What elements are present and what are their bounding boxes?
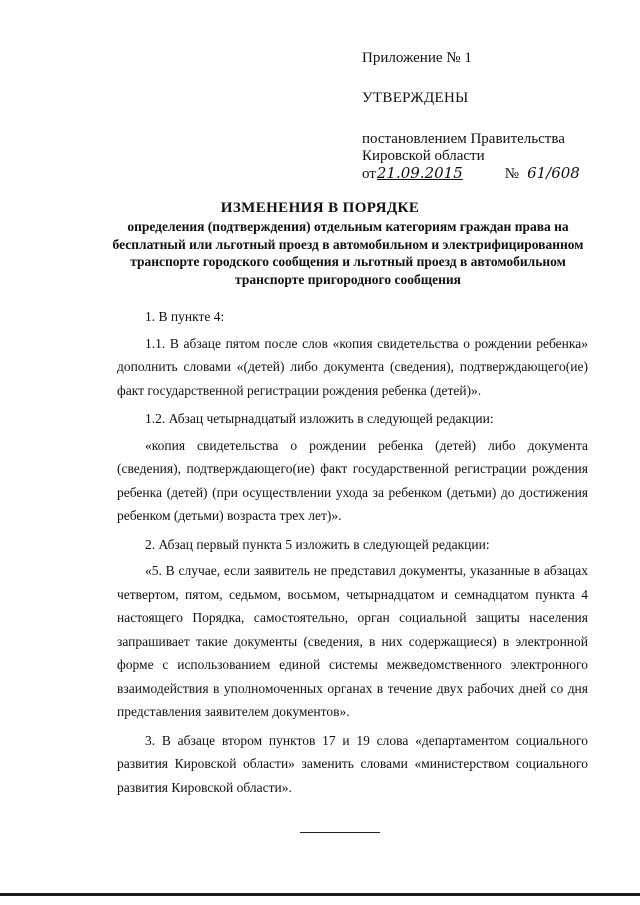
decree-line-2: Кировской области — [362, 148, 485, 164]
approved-label: УТВЕРЖДЕНЫ — [362, 90, 469, 106]
paragraph-2-text: «5. В случае, если заявитель не представил документы, указанные в абзацах четвертом, пятом, седьмом, восьмом, четырнадцатом и семнадцатом пункта 4 настоящего Порядка, самостоятельно, орган социальной защиты населения запрашивает такие документы (сведения, в них содержащиеся) в электронной форме с использованием единой системы межведомственного электронного взаимодействия в уполномоченных органах в течение двух рабочих дней со дня представления заявителем документов». — [117, 563, 588, 719]
handwritten-number: 61/608 — [527, 164, 580, 182]
paragraph-1-1: 1.1. В абзаце пятом после слов «копия свидетельства о рождении ребенка» дополнить словами «(детей) либо документа (сведения), подтверждающего(ие) факт государственной регистрации рождения ребенка (детей)». — [117, 335, 588, 398]
decree-line-1: постановлением Правительства — [362, 131, 565, 147]
paragraph-2: 2. Абзац первый пункта 5 изложить в следующей редакции: — [145, 536, 490, 552]
approval-block — [362, 50, 580, 183]
paragraph-1: 1. В пункте 4: — [145, 309, 225, 324]
paragraph-3: 3. В абзаце втором пунктов 17 и 19 слова «департаментом социального развития Кировской области» заменить словами «министерством социального развития Кировской области». — [117, 732, 588, 795]
number-prefix: № — [504, 166, 520, 182]
document-title: ИЗМЕНЕНИЯ В ПОРЯДКЕ — [220, 200, 420, 216]
scan-bottom-edge — [0, 893, 640, 896]
date-prefix: от — [362, 166, 376, 182]
document-subtitle: определения (подтверждения) отдельным категориям граждан права на бесплатный или льготный проезд в автомобильном и электрифицированном транспорте городского сообщения и льготный проезд в автомобильном транспорте пригородного сообщения — [112, 219, 584, 287]
decree-date-line — [362, 165, 580, 183]
appendix-label: Приложение № 1 — [362, 50, 472, 66]
handwritten-date: 21.09.2015 — [376, 164, 463, 182]
end-divider — [300, 832, 380, 833]
document-body — [117, 305, 588, 804]
paragraph-1-2: 1.2. Абзац четырнадцатый изложить в следующей редакции: — [145, 411, 494, 426]
paragraph-1-2-text: «копия свидетельства о рождении ребенка (детей) либо документа (сведения), подтверждающего(ие) факт государственной регистрации рождения ребенка (детей) (при осуществлении ухода за ребенком (детьми) до достижения ребенком (детьми) возраста трех лет)». — [117, 437, 588, 523]
